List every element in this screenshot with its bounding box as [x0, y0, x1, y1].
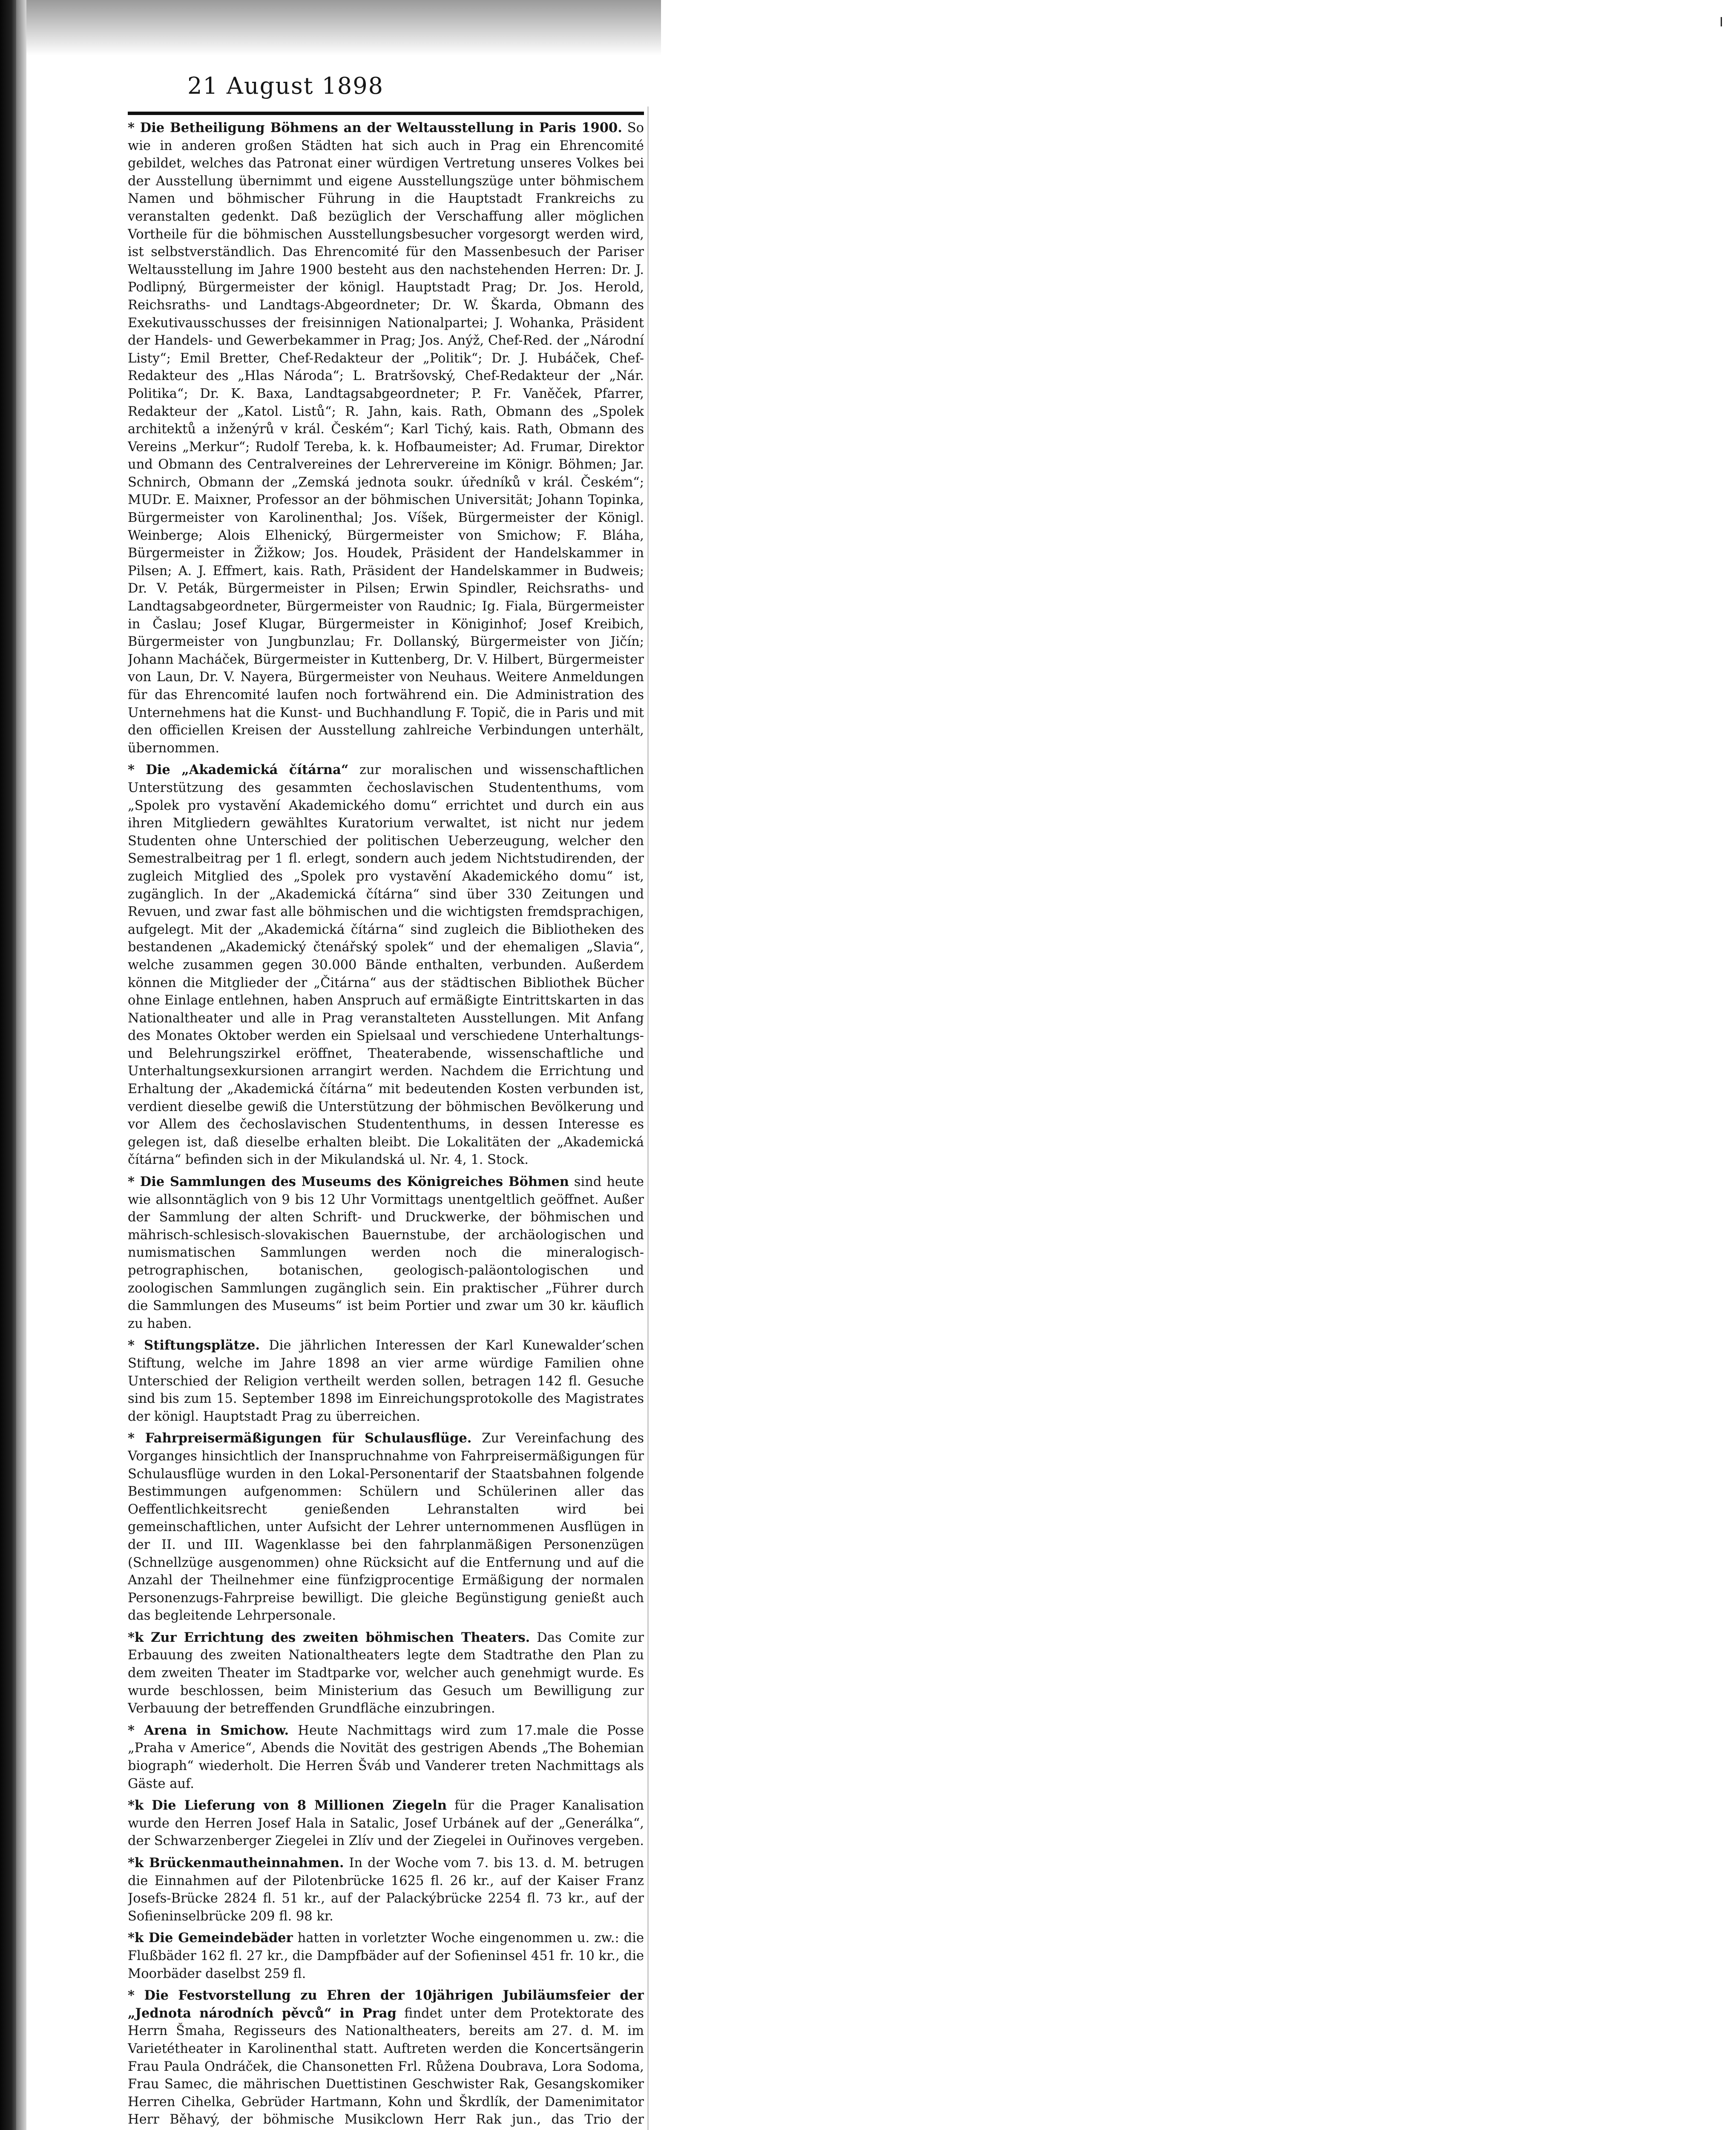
article-foundation-places — [128, 1337, 644, 1425]
article-body: So wie in anderen großen Städten hat sich auch in Prag ein Ehrencomité gebildet, welches das Patronat einer würdigen Vertretung unseres Volkes bei der Ausstellung übernimmt und eigene Ausstellungszüge unter böhmischem Namen und böhmischer Führung in die Hauptstadt Frankreichs zu veranstalten gedenkt. Daß bezüglich der Verschaffung aller möglichen Vortheile für die böhmischen Ausstellungsbesucher vorgesorgt werden wird, ist selbstverständlich. Das Ehrencomité für den Massenbesuch der Pariser Weltausstellung im Jahre 1900 besteht aus den nachstehenden Herren: Dr. J. Podlipný, Bürgermeister der königl. Hauptstadt Prag; Dr. Jos. Herold, Reichsraths- und Landtags-Abgeordneter; Dr. W. Škarda, Obmann des Exekutivausschusses der freisinnigen Nationalpartei; J. Wohanka, Präsident der Handels- und Gewerbekammer in Prag; Jos. Anýž, Chef-Red. der „Národní Listy“; Emil Bretter, Chef-Redakteur der „Politik“; Dr. J. Hubáček, Chef-Redakteur des „Hlas Národa“; L. Bratršovský, Chef-Redakteur der „Nár. Politika“; Dr. K. Baxa, Landtagsabgeordneter; P. Fr. Vaněček, Pfarrer, Redakteur der „Katol. Listů“; R. Jahn, kais. Rath, Obmann des „Spolek architektů a inženýrů v král. Českém“; Karl Tichý, kais. Rath, Obmann des Vereins „Merkur“; Rudolf Tereba, k. k. Hofbaumeister; Ad. Frumar, Direktor und Obmann des Centralvereines der Lehrervereine im Königr. Böhmen; Jar. Schnirch, Obmann der „Zemská jednota soukr. úředníků v král. Českém“; MUDr. E. Maixner, Professor an der böhmischen Universität; Johann Topinka, Bürgermeister von Karolinenthal; Jos. Víšek, Bürgermeister der Königl. Weinberge; Alois Elhenický, Bürgermeister von Smichow; F. Bláha, Bürgermeister in Žižkow; Jos. Houdek, Präsident der Handelskammer in Pilsen; A. J. Effmert, kais. Rath, Präsident der Handelskammer in Budweis; Dr. V. Peták, Bürgermeister in Pilsen; Erwin Spindler, Reichsraths- und Landtagsabgeordneter, Bürgermeister von Raudnic; Ig. Fiala, Bürgermeister in Časlau; Josef Klugar, Bürgermeister in Königinhof; Josef Kreibich, Bürgermeister von Jungbunzlau; Fr. Dollanský, Bürgermeister von Jičín; Johann Macháček, Bürgermeister in Kuttenberg, Dr. V. Hilbert, Bürgermeister von Laun, Dr. V. Nayera, Bürgermeister von Neuhaus. Weitere Anmeldungen für das Ehrencomité laufen noch fortwährend ein. Die Administration des Unternehmens hat die Kunst- und Buchhandlung F. Topič, die in Paris und mit den officiellen Kreisen der Ausstellung zahlreiche Verbindungen unterhält, übernommen. — [128, 121, 644, 756]
article-body: zur moralischen und wissenschaftlichen Unterstützung des gesammten čechoslavischen Studententhums, vom „Spolek pro vystavění Akademického domu“ errichtet und durch ein aus ihren Mitgliedern gewähltes Kuratorium verwaltet, ist nicht nur jedem Studenten ohne Unterschied der politischen Ueberzeugung, welcher den Semestralbeitrag per 1 fl. erlegt, sondern auch jedem Nichtstudirenden, der zugleich Mitglied des „Spolek pro vystavění Akademického domu“ ist, zugänglich. In der „Akademická čítárna“ sind über 330 Zeitungen und Revuen, und zwar fast alle böhmischen und die wichtigsten fremdsprachigen, aufgelegt. Mit der „Akademická čítárna“ sind zugleich die Bibliotheken des bestandenen „Akademický čtenářský spolek“ und der ehemaligen „Slavia“, welche zusammen gegen 30.000 Bände enthalten, verbunden. Außerdem können die Mitglieder der „Čitárna“ aus der städtischen Bibliothek Bücher ohne Einlage entlehnen, haben Anspruch auf ermäßigte Eintrittskarten in das Nationaltheater und alle in Prag veranstalteten Ausstellungen. Mit Anfang des Monates Oktober werden ein Spielsaal und verschiedene Unterhaltungs- und Belehrungszirkel eröffnet, Theaterabende, wissenschaftliche und Unterhaltungsexkursionen arrangirt werden. Nachdem die Errichtung und Erhaltung der „Akademická čítárna“ mit bedeutenden Kosten verbunden ist, verdient dieselbe gewiß die Unterstützung der böhmischen Bevölkerung und vor Allem des čechoslavischen Studententhums, in dessen Interesse es gelegen ist, daß dieselbe erhalten bleibt. Die Lokalitäten der „Akademická čítárna“ befinden sich in der Mikulandská ul. Nr. 4, 1. Stock. — [128, 763, 644, 1168]
article-akademicka-citarna — [128, 761, 644, 1169]
article-festival-performance — [128, 1987, 644, 2130]
news-column — [128, 112, 644, 2130]
article-headline: * Die Betheiligung Böhmens an der Weltausstellung in Paris 1900. — [128, 120, 622, 135]
article-municipal-baths — [128, 1929, 644, 1983]
article-headline: * Die „Akademická čítárna“ — [128, 762, 349, 778]
scan-border-left — [0, 0, 16, 2130]
article-school-trip-fares — [128, 1430, 644, 1625]
article-bridge-tolls — [128, 1854, 644, 1925]
article-body: hatten in vorletzter Woche eingenommen u. zw.: die Flußbäder 162 fl. 27 kr., die Dampfbäder auf der Sofieninsel 451 fr. 10 kr., die Moorbäder daselbst 259 fl. — [128, 1931, 644, 1981]
article-headline: *k Zur Errichtung des zweiten böhmischen Theaters. — [128, 1629, 530, 1645]
article-headline: * Stiftungsplätze. — [128, 1338, 260, 1353]
article-headline: * Die Sammlungen des Museums des Königreiches Böhmen — [128, 1174, 569, 1190]
article-headline: * Fahrpreisermäßigungen für Schulausflüge. — [128, 1431, 472, 1446]
article-body: findet unter dem Protektorate des Herrn Šmaha, Regisseurs des Nationaltheaters, bereits am 27. d. M. im Varietétheater in Karolinenthal statt. Auftreten werden die Koncertsängerin Frau Paula Ondráček, die Chansonetten Frl. Růžena Doubrava, Lora Sodoma, Frau Samec, die mährischen Duettistinen Geschwister Rak, Gesangskomiker Herren Cihelka, Gebrüder Hartmann, Kohn und Škrdlík, der Damenimitator Herr Běhavý, der böhmische Musikclown Herr Rak jun., das Trio der — [128, 2006, 644, 2127]
article-museum-collections — [128, 1173, 644, 1333]
article-arena-smichow — [128, 1722, 644, 1793]
column-rule — [647, 106, 649, 2130]
article-body: Heute Nachmittags wird zum 17.male die Posse „Praha v Americe“, Abends die Novität des gestrigen Abends „The Bohemian biograph“ wiederholt. Die Herren Šváb und Vanderer treten Nachmittags als Gäste auf. — [128, 1723, 644, 1791]
article-second-theatre — [128, 1629, 644, 1718]
page-date-line: 21 August 1898 — [187, 72, 384, 99]
article-body: Die jährlichen Interessen der Karl Kunewalder’schen Stiftung, welche im Jahre 1898 an vier arme würdige Familien ohne Unterschied der Religion vertheilt werden sollen, betragen 142 fl. Gesuche sind bis zum 15. September 1898 im Einreichungsprotokolle des Magistrates der königl. Hauptstadt Prag zu überreichen. — [128, 1338, 644, 1424]
scan-edge-mark — [1721, 17, 1722, 26]
article-headline: *k Die Lieferung von 8 Millionen Ziegeln — [128, 1798, 447, 1813]
article-brick-delivery — [128, 1797, 644, 1850]
article-body: für die Prager Kanalisation wurde den Herren Josef Hala in Satalic, Josef Urbánek auf der „Generálka“, der Schwarzenberger Ziegelei in Zlív und der Ziegelei in Ouřinoves vergeben. — [128, 1798, 644, 1849]
article-headline: * Die Festvorstellung zu Ehren der 10jährigen Jubiläumsfeier der „Jednota národních pěvců“ in Prag — [128, 1988, 644, 2021]
article-body: In der Woche vom 7. bis 13. d. M. betrugen die Einnahmen auf der Pilotenbrücke 1625 fl. 26 kr., auf der Kaiser Franz Josefs-Brücke 2824 fl. 51 kr., auf der Palackýbrücke 2254 fl. 73 kr., auf der Sofieninselbrücke 209 fl. 98 kr. — [128, 1856, 644, 1924]
article-body: Zur Vereinfachung des Vorganges hinsichtlich der Inanspruchnahme von Fahrpreisermäßigungen für Schulausflüge wurden in den Lokal-Personentarif der Staatsbahnen folgende Bestimmungen aufgenommen: Schülern und Schülerinen aller das Oeffentlichkeitsrecht genießenden Lehranstalten wird bei gemeinschaftlichen, unter Aufsicht der Lehrer unternommenen Ausflügen in der II. und III. Wagenklasse bei den fahrplanmäßigen Personenzügen (Schnellzüge ausgenommen) ohne Rücksicht auf die Entfernung und auf die Anzahl der Theilnehmer eine fünfzigprocentige Ermäßigung der normalen Personenzugs-Fahrpreise bewilligt. Die gleiche Begünstigung genießt auch das begleitende Lehrpersonale. — [128, 1431, 644, 1623]
header-rule — [128, 112, 644, 115]
article-body: Das Comite zur Erbauung des zweiten Nationaltheaters legte dem Stadtrathe den Plan zu dem zweiten Theater im Stadtparke vor, welcher auch genehmigt wurde. Es wurde beschlossen, beim Ministerium das Gesuch um Bewilligung zur Verbauung der betreffenden Grundfläche einzubringen. — [128, 1630, 644, 1716]
article-headline: *k Die Gemeindebäder — [128, 1930, 293, 1946]
scan-border-shadow — [16, 0, 26, 2130]
article-paris-exhibition — [128, 119, 644, 757]
article-headline: * Arena in Smichow. — [128, 1722, 289, 1738]
article-body: sind heute wie allsonntäglich von 9 bis 12 Uhr Vormittags unentgeltlich geöffnet. Außer der Sammlung der alten Schrift- und Druckwerke, der böhmischen und mährisch-schlesisch-slovakischen Bauernstube, der archäologischen und numismatischen Sammlungen werden noch die mineralogisch-petrographischen, botanischen, geologisch-paläontologischen und zoologischen Sammlungen zugänglich sein. Ein praktischer „Führer durch die Sammlungen des Museums“ ist beim Portier und zwar um 30 kr. käuflich zu haben. — [128, 1174, 644, 1331]
scan-top-shade — [26, 0, 661, 55]
article-headline: *k Brückenmautheinnahmen. — [128, 1855, 344, 1871]
